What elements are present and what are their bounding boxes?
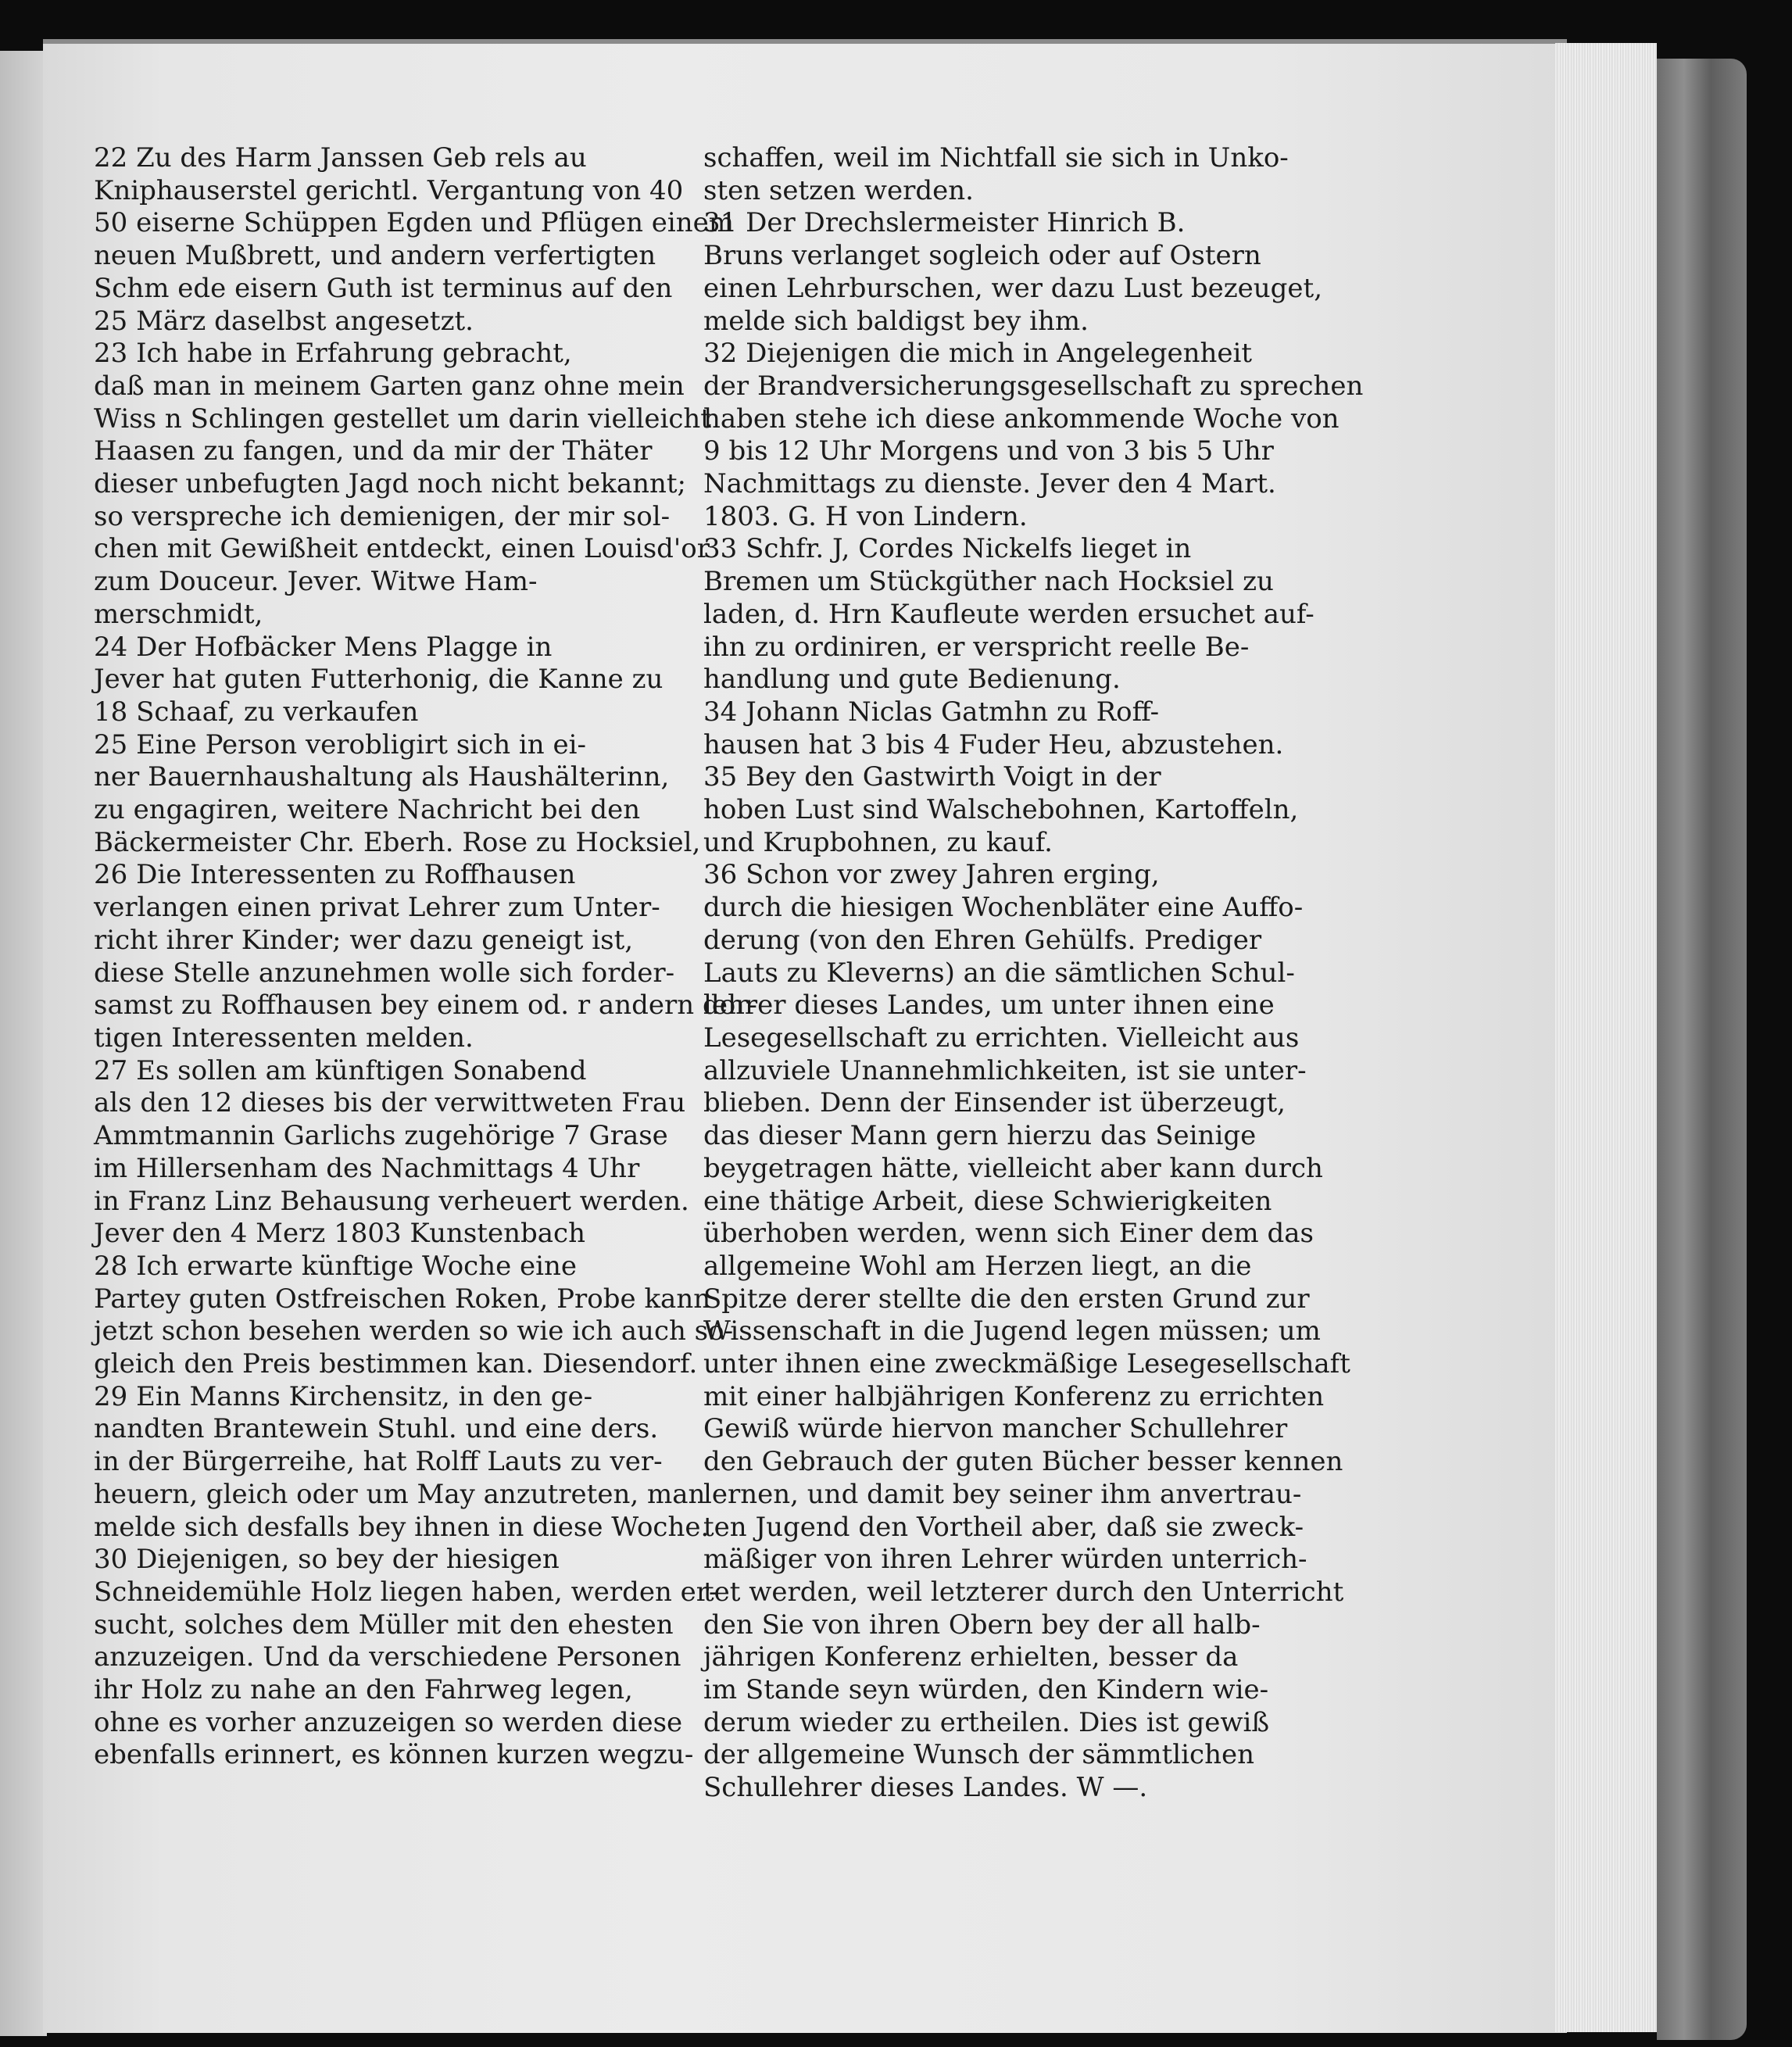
text-line: dieser unbefugten Jagd noch nicht bekannt; xyxy=(94,468,687,500)
text-line: den Sie von ihren Obern bey der all halb- xyxy=(703,1609,1261,1641)
text-line: einen Lehrburschen, wer dazu Lust bezeuget, xyxy=(703,272,1323,304)
text-line: eine thätige Arbeit, diese Schwierigkeiten xyxy=(703,1185,1272,1217)
text-line: 22 Zu des Harm Janssen Geb rels au xyxy=(94,142,587,174)
text-line: den Gebrauch der guten Bücher besser kennen xyxy=(703,1446,1343,1478)
text-line: Schullehrer dieses Landes. W —. xyxy=(703,1772,1148,1804)
text-line: mäßiger von ihren Lehrer würden unterrich- xyxy=(703,1544,1307,1576)
text-line: gleich den Preis bestimmen kan. Diesendorf. xyxy=(94,1348,698,1380)
text-line: Bruns verlanget sogleich oder auf Ostern xyxy=(703,240,1261,272)
text-line: nandten Brantewein Stuhl. und eine ders. xyxy=(94,1413,659,1445)
text-line: melde sich baldigst bey ihm. xyxy=(703,305,1089,337)
text-line: ihr Holz zu nahe an den Fahrweg legen, xyxy=(94,1674,633,1706)
text-line: im Stande seyn würden, den Kindern wie- xyxy=(703,1674,1269,1706)
text-line: ten Jugend den Vortheil aber, daß sie zweck- xyxy=(703,1511,1304,1543)
text-line: melde sich desfalls bey ihnen in diese Woche. xyxy=(94,1511,710,1543)
text-line: ohne es vorher anzuzeigen so werden diese xyxy=(94,1706,683,1738)
text-line: merschmidt, xyxy=(94,598,263,630)
text-line: beygetragen hätte, vielleicht aber kann durch xyxy=(703,1152,1323,1184)
left-text-column xyxy=(94,142,757,1772)
text-line: Haasen zu fangen, und da mir der Thäter xyxy=(94,435,653,467)
text-line: als den 12 dieses bis der verwittweten Frau xyxy=(94,1087,686,1119)
text-line: 33 Schfr. J, Cordes Nickelfs lieget in xyxy=(703,533,1192,565)
text-line: 36 Schon vor zwey Jahren erging, xyxy=(703,859,1160,891)
text-line: laden, d. Hrn Kaufleute werden ersuchet auf- xyxy=(703,598,1314,630)
text-line: zu engagiren, weitere Nachricht bei den xyxy=(94,794,641,826)
text-line: schaffen, weil im Nichtfall sie sich in Unko- xyxy=(703,142,1289,174)
text-line: durch die hiesigen Wochenbläter eine Auffo- xyxy=(703,892,1304,924)
text-line: ebenfalls erinnert, es können kurzen wegzu- xyxy=(94,1739,694,1771)
text-line: chen mit Gewißheit entdeckt, einen Louisd'or xyxy=(94,533,710,565)
text-line: tigen Interessenten melden. xyxy=(94,1022,474,1054)
text-line: Lauts zu Kleverns) an die sämtlichen Schul- xyxy=(703,957,1295,989)
text-line: richt ihrer Kinder; wer dazu geneigt ist, xyxy=(94,924,634,956)
text-line: unter ihnen eine zweckmäßige Lesegesellschaft xyxy=(703,1348,1350,1380)
text-line: 1803. G. H von Lindern. xyxy=(703,500,1028,532)
text-line: 31 Der Drechslermeister Hinrich B. xyxy=(703,207,1186,239)
text-line: Lesegesellschaft zu errichten. Vielleicht aus xyxy=(703,1022,1300,1054)
text-line: samst zu Roffhausen bey einem od. r andern dor- xyxy=(94,990,757,1022)
text-line: lehrer dieses Landes, um unter ihnen eine xyxy=(703,990,1275,1022)
text-line: so verspreche ich demienigen, der mir sol- xyxy=(94,500,671,532)
text-line: tet werden, weil letzterer durch den Unterricht xyxy=(703,1576,1344,1608)
text-line: lernen, und damit bey seiner ihm anvertrau- xyxy=(703,1478,1302,1510)
text-line: hausen hat 3 bis 4 Fuder Heu, abzustehen. xyxy=(703,728,1284,760)
text-line: der allgemeine Wunsch der sämmtlichen xyxy=(703,1739,1254,1771)
text-line: in der Bürgerreihe, hat Rolff Lauts zu ver- xyxy=(94,1446,663,1478)
text-line: Ammtmannin Garlichs zugehörige 7 Grase xyxy=(94,1120,668,1152)
book-cover-edge xyxy=(1657,59,1747,2040)
text-line: 28 Ich erwarte künftige Woche eine xyxy=(94,1250,578,1282)
text-line: allgemeine Wohl am Herzen liegt, an die xyxy=(703,1250,1252,1282)
text-line: 25 Eine Person verobligirt sich in ei- xyxy=(94,728,586,760)
text-line: Wissenschaft in die Jugend legen müssen; um xyxy=(703,1315,1321,1347)
text-line: Schm ede eisern Guth ist terminus auf den xyxy=(94,272,673,304)
text-line: Jever hat guten Futterhonig, die Kanne zu xyxy=(94,664,664,696)
text-line: und Krupbohnen, zu kauf. xyxy=(703,826,1053,858)
text-line: jährigen Konferenz erhielten, besser da xyxy=(703,1641,1239,1673)
text-line: Spitze derer stellte die den ersten Grund zur xyxy=(703,1283,1310,1315)
text-line: 26 Die Interessenten zu Roffhausen xyxy=(94,859,576,891)
text-line: 25 März daselbst angesetzt. xyxy=(94,305,474,337)
text-line: Wiss n Schlingen gestellet um darin vielleicht xyxy=(94,403,711,435)
text-line: allzuviele Unannehmlichkeiten, ist sie unter- xyxy=(703,1054,1307,1086)
text-line: Schneidemühle Holz liegen haben, werden er- xyxy=(94,1576,718,1608)
text-line: das dieser Mann gern hierzu das Seinige xyxy=(703,1120,1257,1152)
text-line: Partey guten Ostfreischen Roken, Probe kann xyxy=(94,1283,711,1315)
text-line: in Franz Linz Behausung verheuert werden. xyxy=(94,1185,689,1217)
text-line: zum Douceur. Jever. Witwe Ham- xyxy=(94,566,538,598)
text-line: Bremen um Stückgüther nach Hocksiel zu xyxy=(703,566,1274,598)
text-line: daß man in meinem Garten ganz ohne mein xyxy=(94,370,685,402)
text-line: 50 eiserne Schüppen Egden und Pflügen einem xyxy=(94,207,735,239)
text-line: derum wieder zu ertheilen. Dies ist gewiß xyxy=(703,1706,1270,1738)
previous-page-edge xyxy=(0,51,47,2036)
text-line: 32 Diejenigen die mich in Angelegenheit xyxy=(703,338,1253,370)
text-line: Gewiß würde hiervon mancher Schullehrer xyxy=(703,1413,1288,1445)
text-line: blieben. Denn der Einsender ist überzeugt, xyxy=(703,1087,1286,1119)
text-line: neuen Mußbrett, und andern verfertigten xyxy=(94,240,656,272)
text-line: überhoben werden, wenn sich Einer dem das xyxy=(703,1218,1314,1250)
text-line: Bäckermeister Chr. Eberh. Rose zu Hocksiel, xyxy=(94,826,701,858)
text-line: diese Stelle anzunehmen wolle sich forder- xyxy=(94,957,675,989)
text-line: 18 Schaaf, zu verkaufen xyxy=(94,696,419,728)
text-line: jetzt schon besehen werden so wie ich auch so- xyxy=(94,1315,734,1347)
right-text-column xyxy=(703,142,1364,1805)
text-line: mit einer halbjährigen Konferenz zu errichten xyxy=(703,1380,1325,1412)
text-line: haben stehe ich diese ankommende Woche von xyxy=(703,403,1340,435)
text-line: 29 Ein Manns Kirchensitz, in den ge- xyxy=(94,1380,593,1412)
text-line: 9 bis 12 Uhr Morgens und von 3 bis 5 Uhr xyxy=(703,435,1274,467)
text-line: verlangen einen privat Lehrer zum Unter- xyxy=(94,892,660,924)
text-line: 34 Johann Niclas Gatmhn zu Roff- xyxy=(703,696,1160,728)
text-line: 23 Ich habe in Erfahrung gebracht, xyxy=(94,338,572,370)
text-line: Jever den 4 Merz 1803 Kunstenbach xyxy=(94,1218,585,1250)
text-line: der Brandversicherungsgesellschaft zu sprechen xyxy=(703,370,1364,402)
text-line: ihn zu ordiniren, er verspricht reelle Be- xyxy=(703,631,1250,663)
text-line: 30 Diejenigen, so bey der hiesigen xyxy=(94,1544,560,1576)
text-line: 24 Der Hofbäcker Mens Plagge in xyxy=(94,631,553,663)
text-line: Kniphauserstel gerichtl. Vergantung von 40 xyxy=(94,174,684,206)
text-line: derung (von den Ehren Gehülfs. Prediger xyxy=(703,924,1262,956)
text-line: handlung und gute Bedienung. xyxy=(703,664,1121,696)
text-line: sten setzen werden. xyxy=(703,174,974,206)
text-line: Nachmittags zu dienste. Jever den 4 Mart. xyxy=(703,468,1276,500)
text-line: anzuzeigen. Und da verschiedene Personen xyxy=(94,1641,681,1673)
text-line: ner Bauernhaushaltung als Haushälterinn, xyxy=(94,761,670,793)
text-line: 35 Bey den Gastwirth Voigt in der xyxy=(703,761,1161,793)
page-stack-edge xyxy=(1555,43,1657,2032)
text-line: hoben Lust sind Walschebohnen, Kartoffeln, xyxy=(703,794,1299,826)
text-line: im Hillersenham des Nachmittags 4 Uhr xyxy=(94,1152,640,1184)
text-line: 27 Es sollen am künftigen Sonabend xyxy=(94,1054,587,1086)
text-line: sucht, solches dem Müller mit den ehesten xyxy=(94,1609,674,1641)
text-line: heuern, gleich oder um May anzutreten, man xyxy=(94,1478,706,1510)
